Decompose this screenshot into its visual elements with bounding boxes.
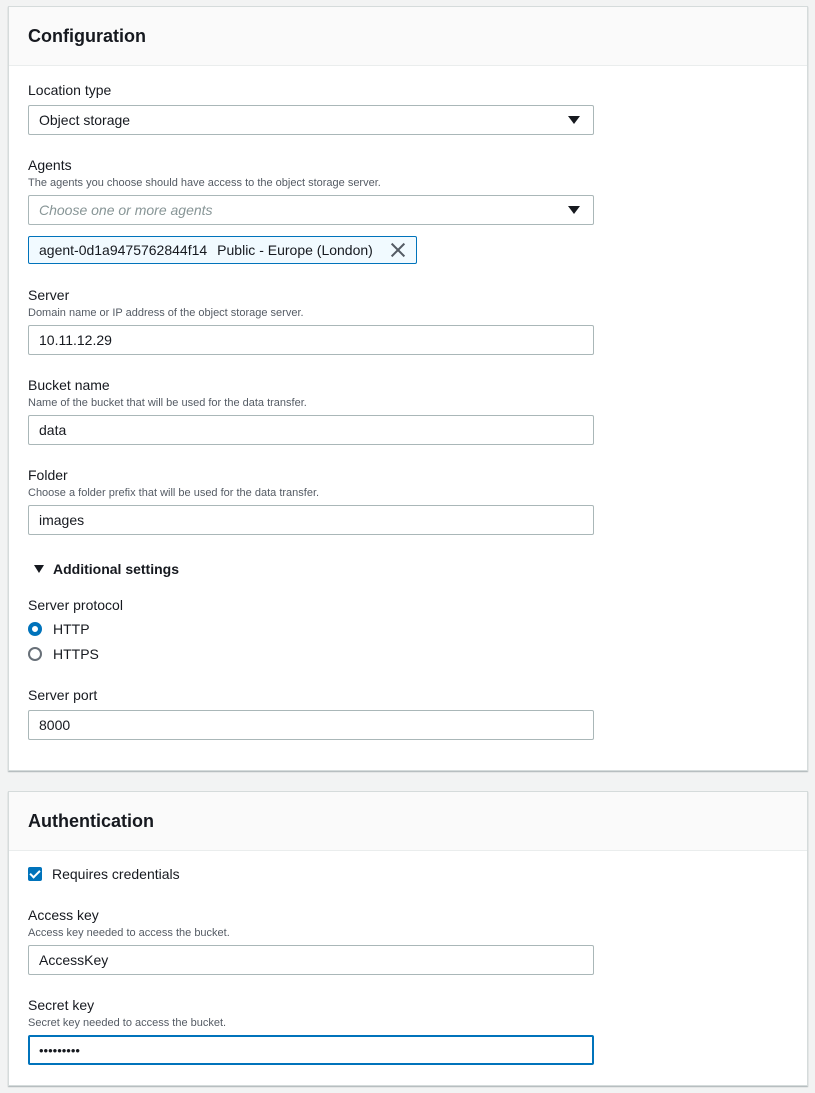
authentication-header [9, 792, 807, 851]
configuration-header [9, 7, 807, 66]
bucket-name-value: data [39, 422, 67, 438]
agents-description: The agents you choose should have access to the object storage server. [28, 177, 381, 189]
protocol-option-http[interactable] [28, 621, 90, 637]
agents-select[interactable] [28, 195, 594, 225]
server-port-value: 8000 [39, 717, 71, 733]
location-type-select[interactable] [28, 105, 594, 135]
caret-down-icon [568, 206, 580, 214]
access-key-value: AccessKey [39, 952, 109, 968]
requires-credentials-checkbox[interactable] [28, 866, 180, 882]
agent-token-id: agent-0d1a9475762844f14 [39, 242, 208, 258]
caret-down-icon [568, 116, 580, 124]
authentication-title: Authentication [28, 810, 154, 831]
server-input[interactable] [28, 325, 594, 355]
server-label: Server [28, 287, 70, 303]
secret-key-description: Secret key needed to access the bucket. [28, 1017, 227, 1029]
server-protocol-label: Server protocol [28, 597, 123, 613]
secret-key-label: Secret key [28, 997, 95, 1013]
additional-settings-label: Additional settings [53, 561, 179, 577]
folder-input[interactable] [28, 505, 594, 535]
location-type-label: Location type [28, 82, 112, 98]
folder-label: Folder [28, 467, 68, 483]
authentication-panel [8, 791, 808, 1086]
access-key-label: Access key [28, 907, 99, 923]
protocol-option-label: HTTP [53, 621, 90, 637]
configuration-panel [8, 6, 808, 771]
agents-placeholder: Choose one or more agents [39, 202, 213, 218]
server-port-label: Server port [28, 687, 98, 703]
close-icon[interactable] [390, 242, 406, 258]
requires-credentials-label: Requires credentials [52, 866, 180, 882]
location-type-value: Object storage [39, 112, 131, 128]
access-key-description: Access key needed to access the bucket. [28, 927, 230, 939]
server-port-input[interactable] [28, 710, 594, 740]
bucket-name-input[interactable] [28, 415, 594, 445]
server-value: 10.11.12.29 [39, 332, 112, 348]
folder-value: images [39, 512, 85, 528]
checkbox-checked-icon[interactable] [28, 867, 42, 881]
protocol-option-label: HTTPS [53, 646, 99, 662]
agent-token-tag: Public - Europe (London) [217, 242, 373, 258]
radio-checked-icon[interactable] [28, 622, 42, 636]
secret-key-input[interactable] [28, 1035, 594, 1065]
bucket-name-description: Name of the bucket that will be used for the data transfer. [28, 397, 307, 409]
folder-description: Choose a folder prefix that will be used for the data transfer. [28, 487, 320, 499]
secret-key-value: ••••••••• [39, 1042, 80, 1058]
protocol-option-https[interactable] [28, 646, 99, 662]
agents-label: Agents [28, 157, 72, 173]
server-description: Domain name or IP address of the object storage server. [28, 307, 304, 319]
caret-down-icon [34, 565, 44, 573]
bucket-name-label: Bucket name [28, 377, 110, 393]
additional-settings-toggle[interactable] [28, 561, 179, 577]
radio-unchecked-icon[interactable] [28, 647, 42, 661]
agent-token [28, 236, 417, 264]
access-key-input[interactable] [28, 945, 594, 975]
configuration-title: Configuration [28, 25, 146, 46]
